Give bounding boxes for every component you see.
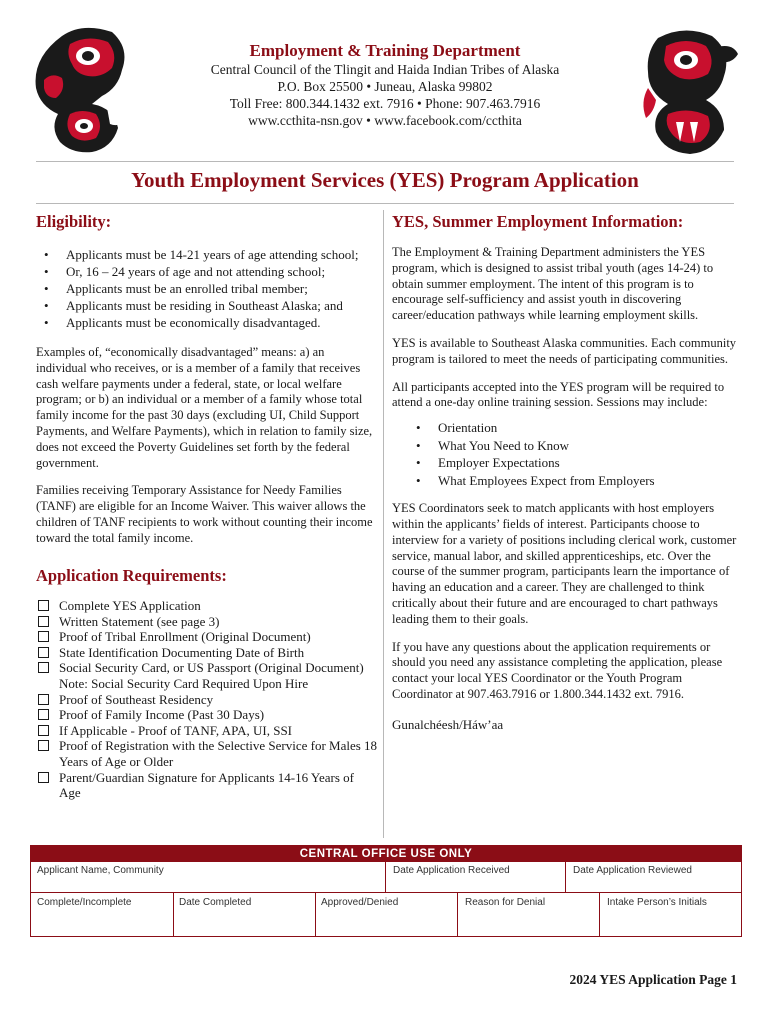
date-reviewed-field[interactable]: Date Application Reviewed [573,865,692,876]
cell-divider [315,892,316,937]
column-divider [383,210,384,838]
summer-heading: YES, Summer Employment Information: [392,212,684,231]
eligibility-heading: Eligibility: [36,212,112,231]
checkbox[interactable] [38,662,49,673]
checkbox[interactable] [38,725,49,736]
list-item: • Applicants must be an enrolled tribal member; [36,280,378,297]
training-paragraph: All participants accepted into the YES program will be required to attend a one-day online training session. Sessions may include: [392,379,725,410]
complete-incomplete-field[interactable]: Complete/Incomplete [37,897,132,908]
requirement-item [36,660,378,691]
requirement-label: State Identification Documenting Date of Birth [59,644,305,660]
requirement-item [36,614,378,630]
header-divider [36,161,734,162]
checkbox[interactable] [38,647,49,658]
requirement-label: Proof of Registration with the Selective Service for Males 18 Years of Age or Older [59,738,378,769]
requirement-item [36,738,378,769]
requirement-item [36,723,378,739]
checkbox[interactable] [38,709,49,720]
checkbox[interactable] [38,600,49,611]
requirement-label: Written Statement (see page 3) [59,613,220,629]
mailing-address: P.O. Box 25500 • Juneau, Alaska 99802 [277,79,493,94]
tanf-waiver-note: Families receiving Temporary Assistance for Needy Families (TANF) are eligible for an Income Waiver. This waiver allows the children of TANF recipients to work without counting their income toward the total family income. [36,483,373,545]
approved-denied-field[interactable]: Approved/Denied [321,897,399,908]
requirement-label: Proof of Tribal Enrollment (Original Document) [59,629,311,645]
page-title: Youth Employment Services (YES) Program Application [131,168,639,192]
intake-initials-field[interactable]: Intake Person’s Initials [607,897,707,908]
requirements-checklist [36,598,378,801]
economically-disadvantaged-definition: Examples of, “economically disadvantaged” means: a) an individual who receives, or is a member of a family that receives cash welfare payments under a federal, state, or local welfare program; or b) an individual or a member of a family whose total family income for the past 30 days (excluding UI, Child Support Payments, and Welfare Payments), which in relation to family size, does not exceed the Poverty Guidelines set forth by the federal government. [36,345,373,470]
list-item: • Applicants must be residing in Southeast Alaska; and [36,297,378,314]
date-received-field[interactable]: Date Application Received [393,865,510,876]
cell-divider [385,862,386,892]
reason-for-denial-field[interactable]: Reason for Denial [465,897,546,908]
requirement-item [36,707,378,723]
requirement-label: Proof of Family Income (Past 30 Days) [59,707,265,723]
cell-divider [565,862,566,892]
eligibility-section [36,212,378,547]
phone-numbers: Toll Free: 800.344.1432 ext. 7916 • Phone: 907.463.7916 [229,96,541,111]
list-item: • Orientation [392,419,737,437]
requirements-section [36,566,378,801]
web-addresses: www.ccthita-nsn.gov • www.facebook.com/ccthita [248,113,522,128]
requirement-item [36,645,378,661]
requirement-label: If Applicable - Proof of TANF, APA, UI, SSI [59,722,293,738]
checkbox[interactable] [38,616,49,627]
requirement-label: Complete YES Application [59,598,201,613]
coordinator-matching-paragraph: YES Coordinators seek to match applicants with host employers within the applicants’ fields of interest. Participants choose to interview for a variety of positions including clerical work, customer service, manual labor, and skilled apprenticeships, etc. Over the course of the summer program, participants learn the importance of having an education and a career. They are challenged to think critically about their future and are encouraged to chart pathways leading them to their goals. [392,501,737,626]
cell-divider [457,892,458,937]
signoff: Gunalchéesh/Háw’aa [392,716,504,732]
list-item: • Or, 16 – 24 years of age and not attending school; [36,263,378,280]
list-item: • What You Need to Know [392,437,737,455]
requirement-item [36,598,378,614]
eligibility-list [36,246,378,331]
checkbox[interactable] [38,694,49,705]
checkbox[interactable] [38,772,49,783]
contact-paragraph: If you have any questions about the application requirements or should you need any assistance completing the application, please contact your local YES Coordinator or the Youth Program Coordinator at 907.463.7916 or 1.800.344.1432 ext. 7916. [392,639,723,701]
organization-name: Central Council of the Tlingit and Haida Indian Tribes of Alaska [210,62,560,77]
department-name: Employment & Training Department [249,41,521,60]
requirement-label: Proof of Southeast Residency [59,691,214,707]
list-item: • Applicants must be 14-21 years of age attending school; [36,246,378,263]
cell-divider [599,892,600,937]
summer-employment-section [392,212,737,733]
tribal-formline-logo-left [22,18,142,158]
applicant-name-field[interactable]: Applicant Name, Community [37,865,164,876]
requirement-item [36,629,378,645]
checkbox[interactable] [38,631,49,642]
office-use-title: CENTRAL OFFICE USE ONLY [31,846,741,862]
list-item: • Applicants must be economically disadvantaged. [36,314,378,331]
checkbox[interactable] [38,740,49,751]
date-completed-field[interactable]: Date Completed [179,897,252,908]
program-overview: The Employment & Training Department administers the YES program, which is designed to assist tribal youth (ages 14-24) to obtain summer employment. The intent of this program is to encourage self-sufficiency and assist youth in discovering career/education pathways while learning employment skills. [392,245,714,323]
requirements-heading: Application Requirements: [36,566,227,585]
title-divider [36,203,734,204]
requirement-label: Parent/Guardian Signature for Applicants 14-16 Years of Age [59,769,354,801]
page-footer: 2024 YES Application Page 1 [569,972,737,987]
requirement-item [36,770,378,801]
training-sessions-list [392,419,737,489]
list-item: • Employer Expectations [392,454,737,472]
central-office-use-box [30,845,742,937]
requirement-item [36,692,378,708]
availability-paragraph: YES is available to Southeast Alaska communities. Each community program is tailored to meet the needs of participating communities. [392,335,737,366]
row-divider [31,892,741,893]
cell-divider [173,892,174,937]
letterhead [150,40,620,129]
tribal-formline-logo-right [628,18,748,158]
list-item: • What Employees Expect from Employers [392,472,737,490]
requirement-label: Social Security Card, or US Passport (Original Document) Note: Social Security Card Required Upon Hire [59,660,364,691]
